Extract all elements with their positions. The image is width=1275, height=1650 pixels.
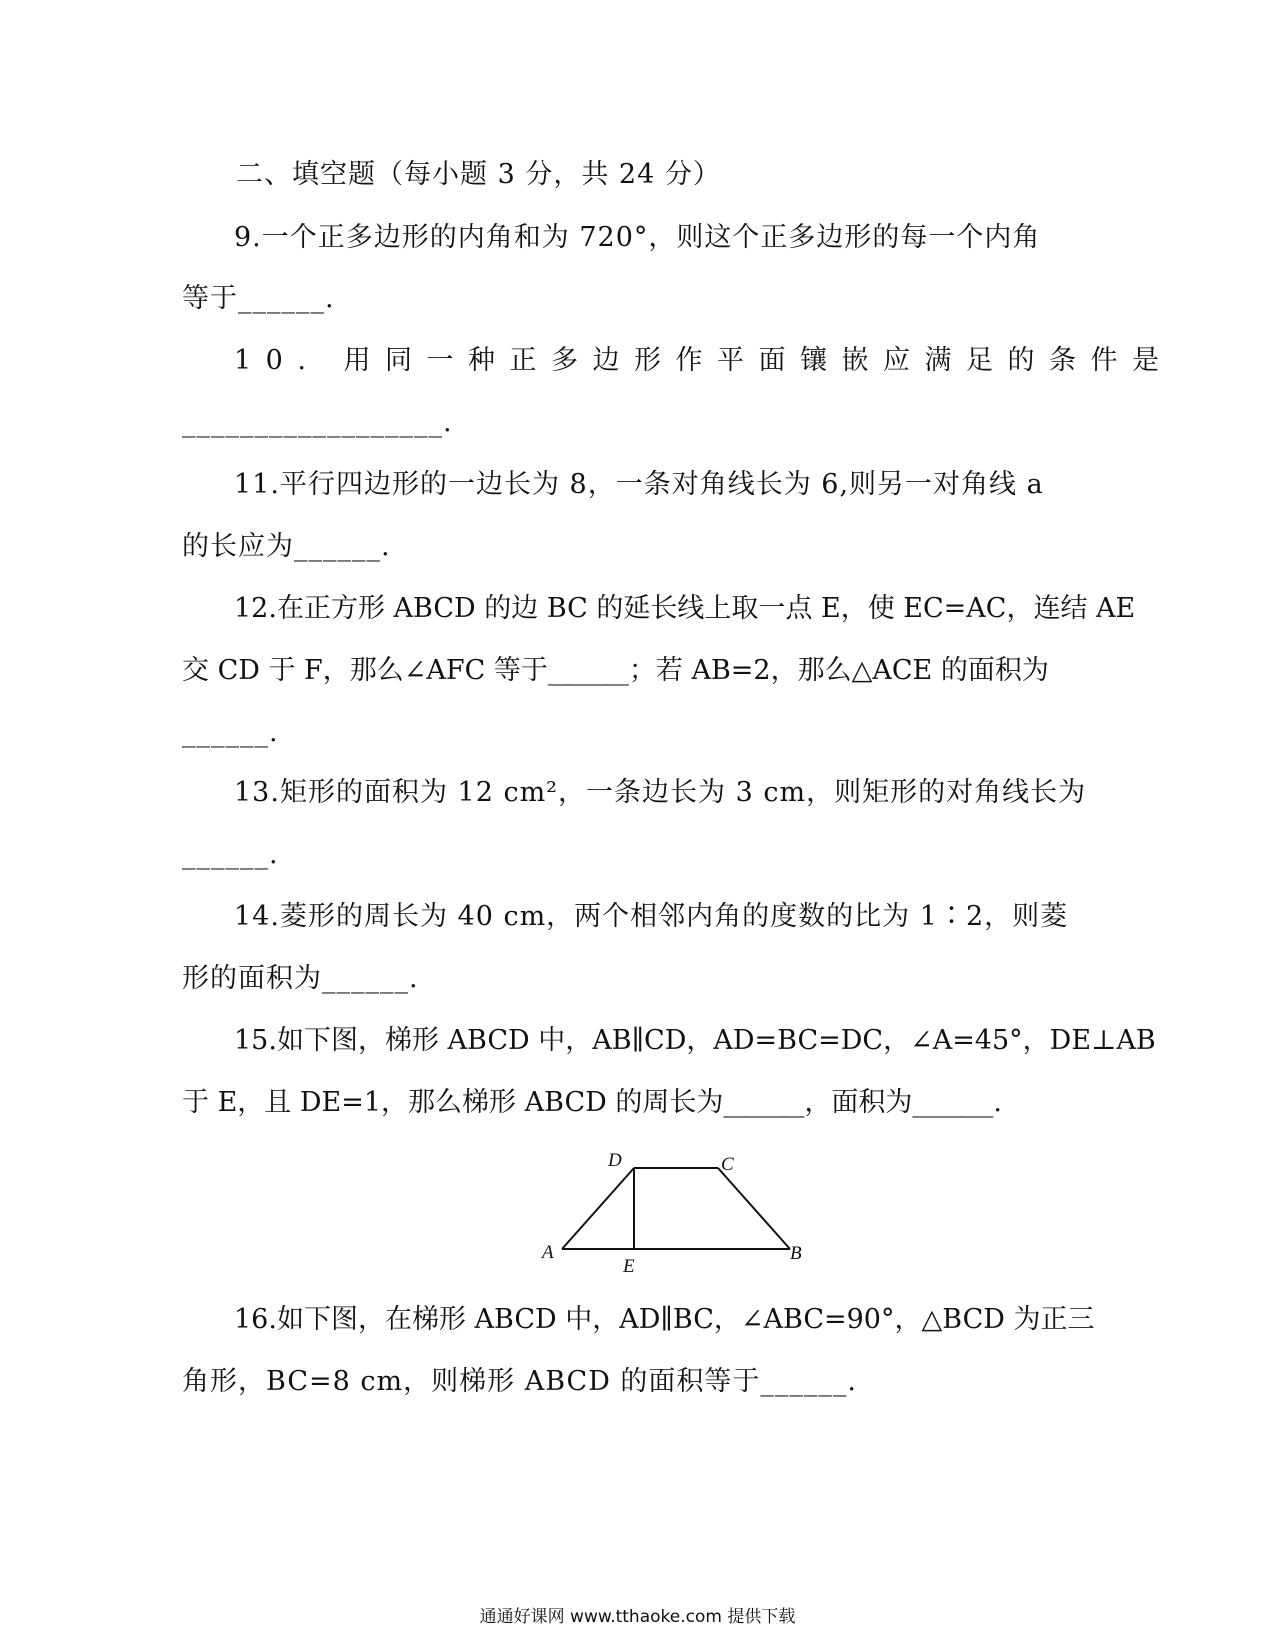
section-heading: 二、填空题（每小题 3 分，共 24 分） (236, 159, 721, 190)
question-15-line-2: 于 E，且 DE=1，那么梯形 ABCD 的周长为______，面积为______. (182, 1087, 1002, 1118)
segment-ad (562, 1168, 634, 1249)
question-13-line-2: ______. (182, 839, 279, 870)
page-footer: 通通好课网 www.tthaoke.com 提供下载 (479, 1607, 796, 1627)
label-b: B (790, 1243, 802, 1264)
question-11-line-1: 11.平行四边形的一边长为 8，一条对角线长为 6,则另一对角线 a (234, 469, 1044, 500)
question-12-line-1: 12.在正方形 ABCD 的边 BC 的延长线上取一点 E，使 EC=AC，连结 AE (234, 593, 1136, 624)
question-12-line-2: 交 CD 于 F，那么∠AFC 等于______；若 AB=2，那么△ACE 的面积为 (182, 655, 1049, 686)
question-13-line-1: 13.矩形的面积为 12 cm²，一条边长为 3 cm，则矩形的对角线长为 (234, 777, 1087, 808)
question-15-line-1: 15.如下图，梯形 ABCD 中，AB∥CD，AD=BC=DC，∠A=45°，DE⊥AB (234, 1025, 1156, 1056)
question-9-line-1: 9.一个正多边形的内角和为 720°，则这个正多边形的每一个内角 (234, 222, 1041, 253)
question-14-line-2: 形的面积为______. (182, 963, 419, 994)
question-12-line-3: ______. (182, 717, 279, 748)
question-10-line-1: 10. 用同一种正多边形作平面镶嵌应满足的条件是 (234, 345, 1174, 376)
question-9-line-2: 等于______. (182, 283, 335, 314)
question-14-line-1: 14.菱形的周长为 40 cm，两个相邻内角的度数的比为 1∶2，则菱 (234, 901, 1069, 932)
question-16-line-2: 角形，BC=8 cm，则梯形 ABCD 的面积等于______. (182, 1366, 858, 1397)
trapezoid-figure (540, 1140, 820, 1280)
label-d: D (608, 1150, 622, 1171)
label-a: A (542, 1242, 554, 1263)
question-16-line-1: 16.如下图，在梯形 ABCD 中，AD∥BC，∠ABC=90°，△BCD 为正三 (234, 1304, 1095, 1335)
label-c: C (721, 1154, 734, 1175)
question-11-line-2: 的长应为______. (182, 531, 391, 562)
segment-cb (718, 1168, 790, 1249)
label-e: E (623, 1256, 635, 1277)
question-10-line-2: __________________. (182, 407, 453, 438)
